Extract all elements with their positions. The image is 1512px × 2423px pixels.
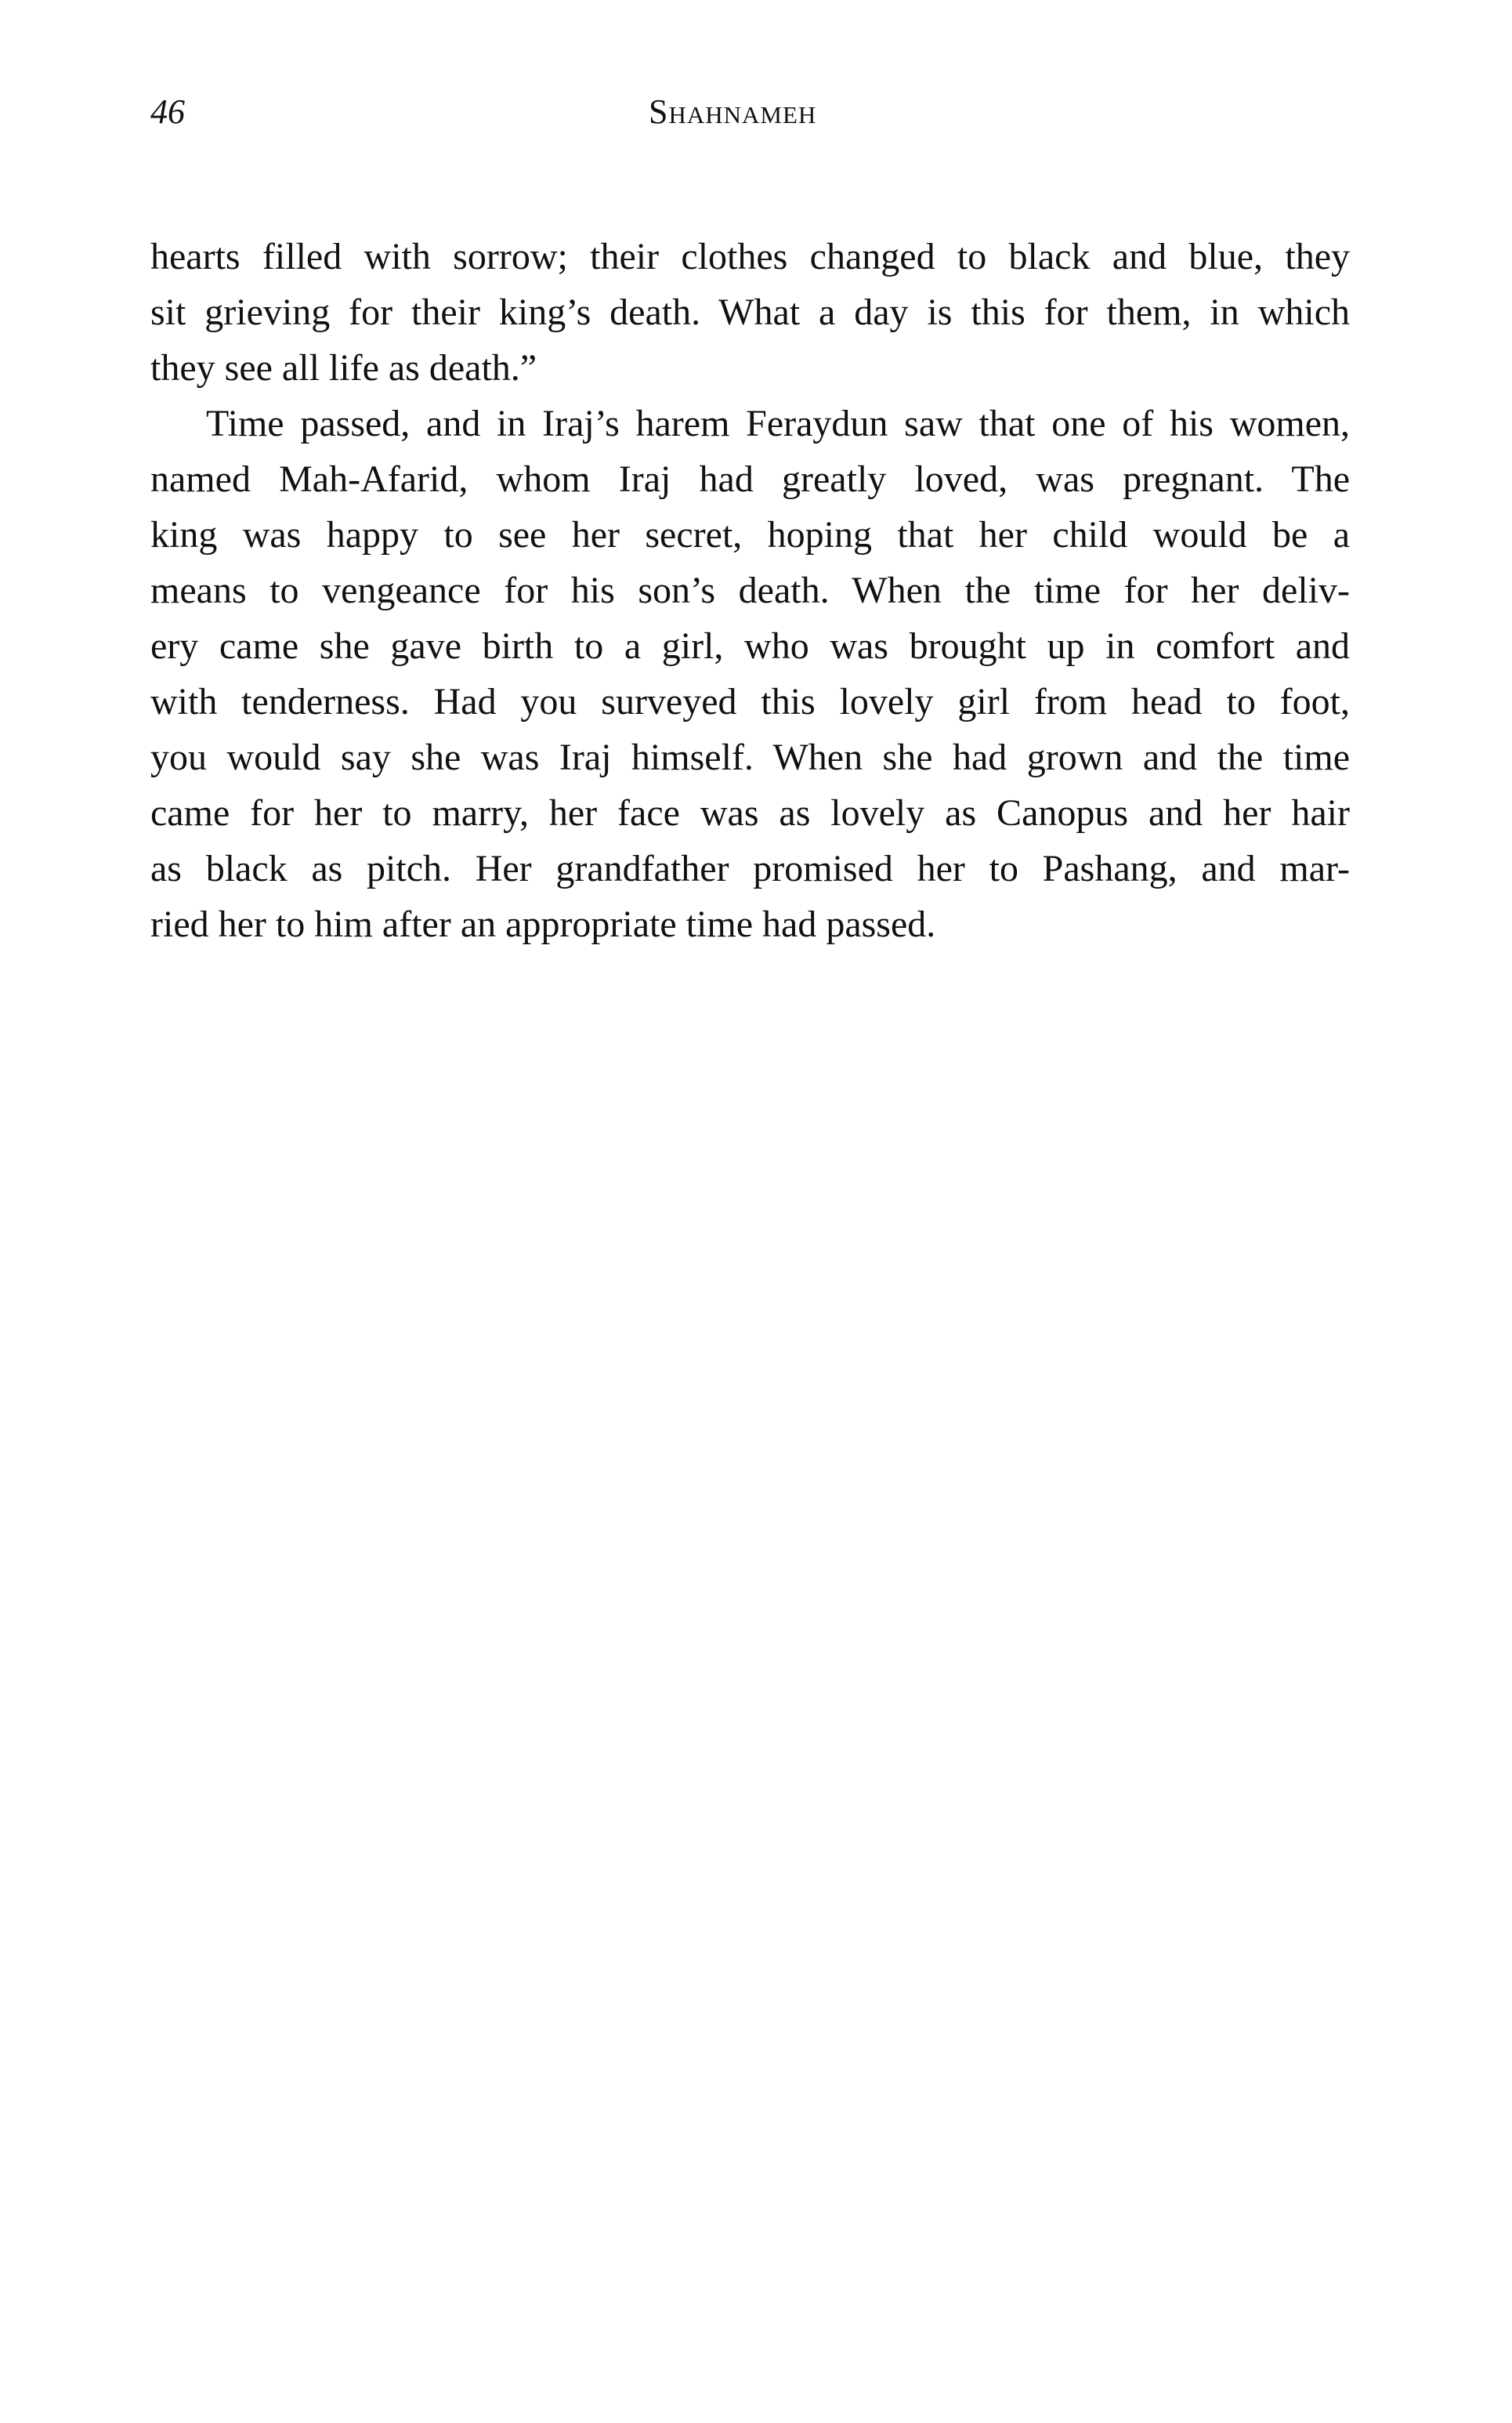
text-line: they see all life as death.” <box>150 347 537 389</box>
text-line: ery came she gave birth to a girl, who was brought up in comfort and <box>150 625 1350 667</box>
text-line: came for her to marry, her face was as lovely as Canopus and her hair <box>150 792 1350 834</box>
text-line: means to vengeance for his son’s death. When the time for her deliv- <box>150 570 1350 611</box>
text-line: ried her to him after an appropriate time had passed. <box>150 904 936 945</box>
paragraph-2 <box>150 396 1350 952</box>
text-line: hearts filled with sorrow; their clothes changed to black and blue, they <box>150 236 1350 277</box>
running-head <box>150 92 1350 132</box>
text-line: as black as pitch. Her grandfather promised her to Pashang, and mar- <box>150 848 1350 889</box>
text-line: named Mah-Afarid, whom Iraj had greatly loved, was pregnant. The <box>150 458 1350 500</box>
text-line: Time passed, and in Iraj’s harem Feraydun saw that one of his women, <box>206 403 1350 444</box>
text-line: you would say she was Iraj himself. When she had grown and the time <box>150 737 1350 778</box>
page-number: 46 <box>150 92 185 131</box>
text-line: sit grieving for their king’s death. What a day is this for them, in which <box>150 292 1350 333</box>
body-text <box>150 229 1350 952</box>
paragraph-1 <box>150 229 1350 396</box>
text-line: king was happy to see her secret, hoping that her child would be a <box>150 514 1350 556</box>
text-line: with tenderness. Had you surveyed this lovely girl from head to foot, <box>150 681 1350 723</box>
running-head-title: Shahnameh <box>649 92 817 131</box>
